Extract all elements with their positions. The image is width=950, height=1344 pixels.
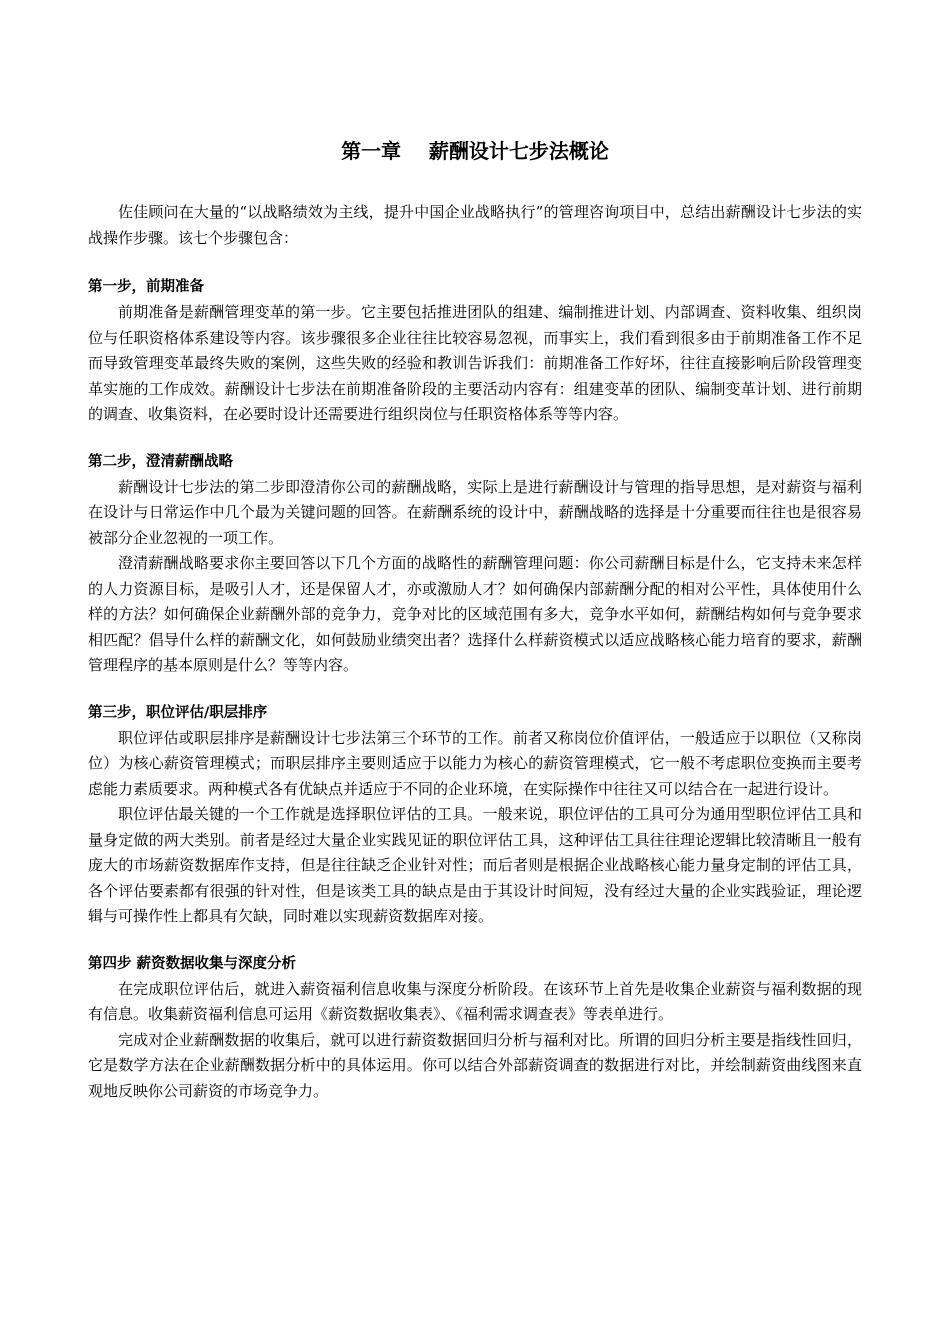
section-paragraph: 澄清薪酬战略要求你主要回答以下几个方面的战略性的薪酬管理问题：你公司薪酬目标是什么，它支持未来怎样的人力资源目标，是吸引人才，还是保留人才，亦或激励人才？如何确保内部薪酬分配的相对公平性，具体使用什么样的方法？如何确保企业薪酬外部的竞争力，竞争对比的区域范围有多大，竞争水平如何，薪酬结构如何与竞争要求相匹配？倡导什么样的薪酬文化，如何鼓励业绩突出者？选择什么样薪资模式以适应战略核心能力培育的要求，薪酬管理程序的基本原则是什么？等等内容。 xyxy=(88,554,862,674)
section-paragraph: 职位评估或职层排序是薪酬设计七步法第三个环节的工作。前者又称岗位价值评估，一般适应于以职位（又称岗位）为核心薪资管理模式；而职层排序主要则适应于以能力为核心的薪资管理模式，它一般不考虑职位变换而主要考虑能力素质要求。两种模式各有优缺点并适应于不同的企业环境，在实际操作中往往又可以结合在一起进行设计。 xyxy=(88,728,862,798)
section-step-2 xyxy=(88,450,862,679)
section-heading: 第二步，澄清薪酬战略 xyxy=(88,453,233,470)
section-paragraph: 前期准备是薪酬管理变革的第一步。它主要包括推进团队的组建、编制推进计划、内部调查、资料收集、组织岗位与任职资格体系建设等内容。该步骤很多企业往往比较容易忽视，而事实上，我们看到很多由于前期准备工作不足而导致管理变革最终失败的案例，这些失败的经验和教训告诉我们：前期准备工作好坏，往往直接影响后阶段管理变革实施的工作成效。薪酬设计七步法在前期准备阶段的主要活动内容有：组建变革的团队、编制变革计划、进行前期的调查、收集资料，在必要时设计还需要进行组织岗位与任职资格体系等等内容。 xyxy=(88,303,862,423)
section-paragraph: 完成对企业薪酬数据的收集后，就可以进行薪资数据回归分析与福利对比。所谓的回归分析主要是指线性回归，它是数学方法在企业薪酬数据分析中的具体运用。你可以结合外部薪资调查的数据进行对比，并绘制薪资曲线图来直观地反映你公司薪资的市场竞争力。 xyxy=(88,1030,862,1100)
section-paragraph: 职位评估最关键的一个工作就是选择职位评估的工具。一般来说，职位评估的工具可分为通用型职位评估工具和量身定做的两大类别。前者是经过大量企业实践见证的职位评估工具，这种评估工具往往理论逻辑比较清晰且一般有庞大的市场薪资数据库作支持，但是往往缺乏企业针对性；而后者则是根据企业战略核心能力量身定制的评估工具，各个评估要素都有很强的针对性，但是该类工具的缺点是由于其设计时间短，没有经过大量的企业实践验证，理论逻辑与可操作性上都具有欠缺，同时难以实现薪资数据库对接。 xyxy=(88,805,862,925)
section-step-3 xyxy=(88,701,862,930)
section-heading: 第一步，前期准备 xyxy=(88,279,204,295)
section-heading: 第三步，职位评估/职层排序 xyxy=(88,704,268,721)
section-step-4 xyxy=(88,952,862,1105)
section-step-1 xyxy=(88,275,862,428)
section-paragraph: 在完成职位评估后，就进入薪资福利信息收集与深度分析阶段。在该环节上首先是收集企业薪资与福利数据的现有信息。收集薪资福利信息可运用《薪资数据收集表》、《福利需求调查表》等表单进行。 xyxy=(88,979,862,1023)
document-body xyxy=(88,200,862,1126)
chapter-title: 第一章 薪酬设计七步法概论 xyxy=(341,139,609,163)
intro-paragraph: 佐佳顾问在大量的“以战略绩效为主线，提升中国企业战略执行”的管理咨询项目中，总结出薪酬设计七步法的实战操作步骤。该七个步骤包含： xyxy=(88,203,862,247)
section-paragraph: 薪酬设计七步法的第二步即澄清你公司的薪酬战略，实际上是进行薪酬设计与管理的指导思想，是对薪资与福利在设计与日常运作中几个最为关键问题的回答。在薪酬系统的设计中，薪酬战略的选择是十分重要而往往也是很容易被部分企业忽视的一项工作。 xyxy=(88,477,862,547)
section-heading: 第四步 薪资数据收集与深度分析 xyxy=(88,955,297,972)
